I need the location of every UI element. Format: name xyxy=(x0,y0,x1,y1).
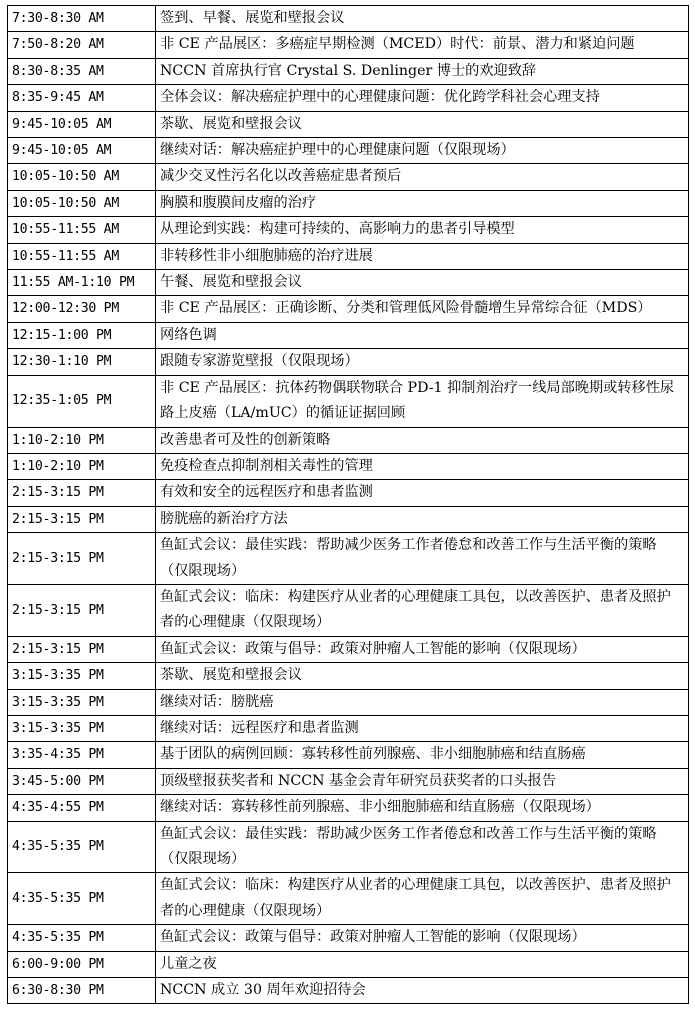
schedule-row xyxy=(8,270,689,296)
schedule-row xyxy=(8,663,689,689)
session-time: 2:15-3:15 PM xyxy=(8,636,156,662)
schedule-row xyxy=(8,925,689,951)
session-title: 免疫检查点抑制剂相关毒性的管理 xyxy=(156,453,689,479)
session-title: 非 CE 产品展区：正确诊断、分类和管理低风险骨髓增生异常综合征（MDS） xyxy=(156,296,689,322)
session-time: 3:15-3:35 PM xyxy=(8,663,156,689)
session-time: 12:15-1:00 PM xyxy=(8,322,156,348)
session-title: 午餐、展览和壁报会议 xyxy=(156,270,689,296)
schedule-row xyxy=(8,111,689,137)
session-time: 8:35-9:45 AM xyxy=(8,85,156,111)
session-time: 4:35-4:55 PM xyxy=(8,795,156,821)
session-title: 鱼缸式会议：临床：构建医疗从业者的心理健康工具包，以改善医护、患者及照护者的心理健康（仅限现场） xyxy=(156,873,689,925)
session-title: 非转移性非小细胞肺癌的治疗进展 xyxy=(156,243,689,269)
schedule-row xyxy=(8,795,689,821)
session-title: 胸膜和腹膜间皮瘤的治疗 xyxy=(156,190,689,216)
schedule-row xyxy=(8,584,689,636)
session-title: 儿童之夜 xyxy=(156,951,689,977)
session-title: 茶歇、展览和壁报会议 xyxy=(156,111,689,137)
schedule-body xyxy=(8,6,689,1004)
session-title: 鱼缸式会议：临床：构建医疗从业者的心理健康工具包，以改善医护、患者及照护者的心理健康（仅限现场） xyxy=(156,584,689,636)
session-time: 12:00-12:30 PM xyxy=(8,296,156,322)
session-time: 3:35-4:35 PM xyxy=(8,742,156,768)
session-time: 11:55 AM-1:10 PM xyxy=(8,270,156,296)
session-time: 3:45-5:00 PM xyxy=(8,768,156,794)
session-time: 8:30-8:35 AM xyxy=(8,58,156,84)
session-title: 非 CE 产品展区：抗体药物偶联物联合 PD-1 抑制剂治疗一线局部晚期或转移性尿路上皮癌（LA/mUC）的循证证据回顾 xyxy=(156,375,689,427)
session-title: 从理论到实践：构建可持续的、高影响力的患者引导模型 xyxy=(156,217,689,243)
session-title: 继续对话：远程医疗和患者监测 xyxy=(156,715,689,741)
session-time: 2:15-3:15 PM xyxy=(8,506,156,532)
schedule-row xyxy=(8,978,689,1004)
session-time: 3:15-3:35 PM xyxy=(8,715,156,741)
session-time: 12:35-1:05 PM xyxy=(8,375,156,427)
session-time: 6:30-8:30 PM xyxy=(8,978,156,1004)
schedule-row xyxy=(8,821,689,873)
session-time: 9:45-10:05 AM xyxy=(8,138,156,164)
schedule-row xyxy=(8,349,689,375)
session-time: 4:35-5:35 PM xyxy=(8,925,156,951)
schedule-row xyxy=(8,85,689,111)
session-title: 顶级壁报获奖者和 NCCN 基金会青年研究员获奖者的口头报告 xyxy=(156,768,689,794)
schedule-row xyxy=(8,58,689,84)
schedule-row xyxy=(8,427,689,453)
session-time: 12:30-1:10 PM xyxy=(8,349,156,375)
schedule-row xyxy=(8,951,689,977)
schedule-row xyxy=(8,480,689,506)
schedule-row xyxy=(8,296,689,322)
schedule-table xyxy=(7,5,689,1004)
session-time: 10:55-11:55 AM xyxy=(8,217,156,243)
schedule-row xyxy=(8,873,689,925)
session-time: 2:15-3:15 PM xyxy=(8,584,156,636)
session-title: 网络色调 xyxy=(156,322,689,348)
schedule-row xyxy=(8,715,689,741)
session-time: 2:15-3:15 PM xyxy=(8,480,156,506)
session-time: 7:50-8:20 AM xyxy=(8,32,156,58)
session-title: 非 CE 产品展区：多癌症早期检测（MCED）时代：前景、潜力和紧迫问题 xyxy=(156,32,689,58)
session-time: 9:45-10:05 AM xyxy=(8,111,156,137)
schedule-row xyxy=(8,742,689,768)
session-time: 3:15-3:35 PM xyxy=(8,689,156,715)
schedule-row xyxy=(8,636,689,662)
session-title: NCCN 成立 30 周年欢迎招待会 xyxy=(156,978,689,1004)
session-title: 鱼缸式会议：最佳实践：帮助减少医务工作者倦怠和改善工作与生活平衡的策略（仅限现场） xyxy=(156,533,689,585)
schedule-row xyxy=(8,164,689,190)
schedule-row xyxy=(8,6,689,32)
schedule-row xyxy=(8,375,689,427)
session-time: 6:00-9:00 PM xyxy=(8,951,156,977)
session-time: 1:10-2:10 PM xyxy=(8,453,156,479)
schedule-row xyxy=(8,322,689,348)
session-time: 10:05-10:50 AM xyxy=(8,190,156,216)
session-title: 减少交叉性污名化以改善癌症患者预后 xyxy=(156,164,689,190)
session-title: NCCN 首席执行官 Crystal S. Denlinger 博士的欢迎致辞 xyxy=(156,58,689,84)
schedule-row xyxy=(8,689,689,715)
session-title: 鱼缸式会议：政策与倡导：政策对肿瘤人工智能的影响（仅限现场） xyxy=(156,925,689,951)
session-title: 膀胱癌的新治疗方法 xyxy=(156,506,689,532)
session-title: 全体会议：解决癌症护理中的心理健康问题：优化跨学科社会心理支持 xyxy=(156,85,689,111)
session-time: 1:10-2:10 PM xyxy=(8,427,156,453)
session-title: 基于团队的病例回顾：寡转移性前列腺癌、非小细胞肺癌和结直肠癌 xyxy=(156,742,689,768)
session-time: 10:05-10:50 AM xyxy=(8,164,156,190)
session-time: 4:35-5:35 PM xyxy=(8,873,156,925)
session-time: 10:55-11:55 AM xyxy=(8,243,156,269)
session-title: 继续对话：膀胱癌 xyxy=(156,689,689,715)
session-time: 2:15-3:15 PM xyxy=(8,533,156,585)
session-title: 继续对话：解决癌症护理中的心理健康问题（仅限现场） xyxy=(156,138,689,164)
schedule-row xyxy=(8,506,689,532)
schedule-row xyxy=(8,243,689,269)
session-time: 4:35-5:35 PM xyxy=(8,821,156,873)
schedule-row xyxy=(8,453,689,479)
schedule-row xyxy=(8,138,689,164)
session-title: 鱼缸式会议：最佳实践：帮助减少医务工作者倦怠和改善工作与生活平衡的策略（仅限现场） xyxy=(156,821,689,873)
schedule-row xyxy=(8,217,689,243)
session-title: 改善患者可及性的创新策略 xyxy=(156,427,689,453)
session-title: 有效和安全的远程医疗和患者监测 xyxy=(156,480,689,506)
session-title: 跟随专家游览壁报（仅限现场） xyxy=(156,349,689,375)
schedule-row xyxy=(8,768,689,794)
session-title: 鱼缸式会议：政策与倡导：政策对肿瘤人工智能的影响（仅限现场） xyxy=(156,636,689,662)
session-title: 茶歇、展览和壁报会议 xyxy=(156,663,689,689)
session-time: 7:30-8:30 AM xyxy=(8,6,156,32)
session-title: 继续对话：寡转移性前列腺癌、非小细胞肺癌和结直肠癌（仅限现场） xyxy=(156,795,689,821)
schedule-row xyxy=(8,190,689,216)
schedule-row xyxy=(8,533,689,585)
schedule-row xyxy=(8,32,689,58)
session-title: 签到、早餐、展览和壁报会议 xyxy=(156,6,689,32)
